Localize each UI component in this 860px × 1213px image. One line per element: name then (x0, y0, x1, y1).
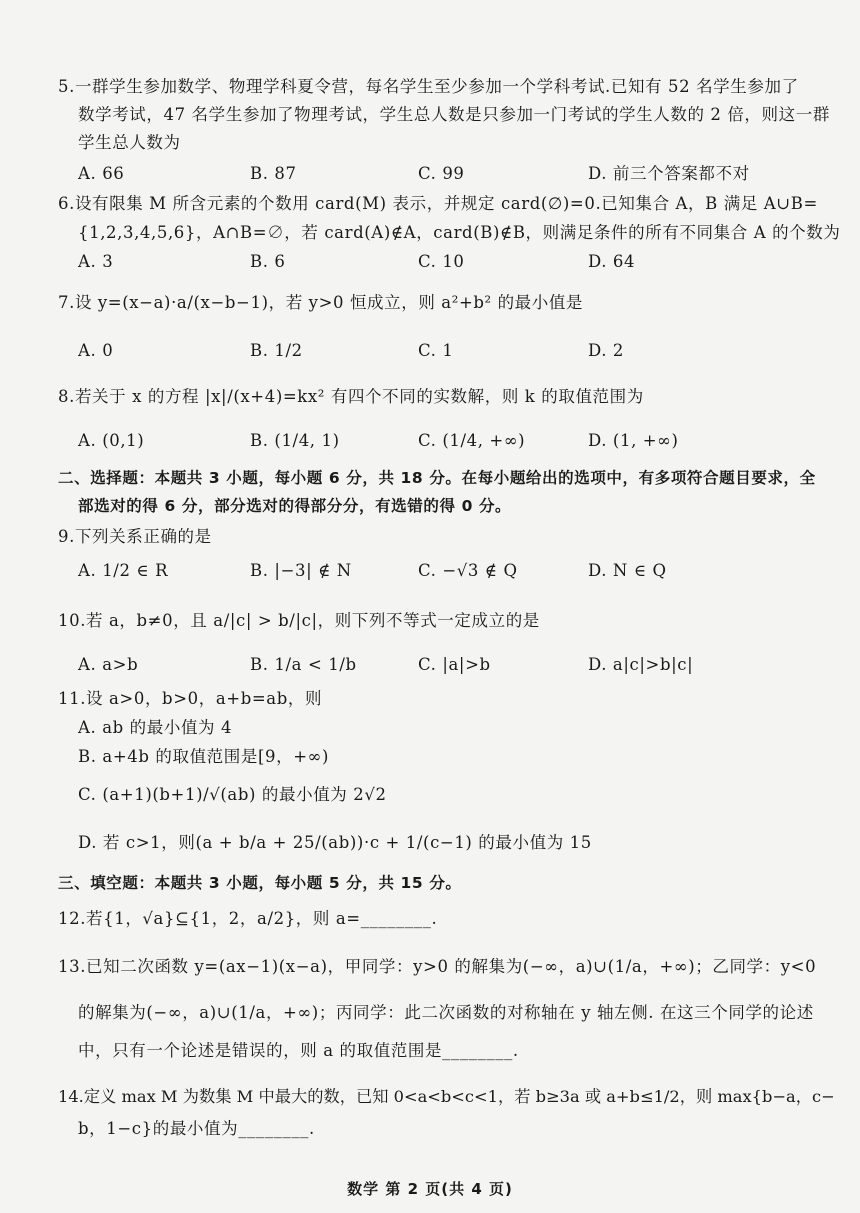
q14-line-2: b，1−c}的最小值为________. (78, 1119, 315, 1138)
q5-option-d: D. 前三个答案都不对 (588, 164, 750, 183)
q5-option-a: A. 66 (78, 164, 125, 183)
q11-option-a: A. ab 的最小值为 4 (78, 718, 233, 737)
q10-stem: 10.若 a，b≠0，且 a/|c| > b/|c|，则下列不等式一定成立的是 (58, 611, 540, 630)
q12-stem: 12.若{1，√a}⊆{1，2，a/2}，则 a=________. (58, 909, 438, 928)
section-3-heading: 三、填空题：本题共 3 小题，每小题 5 分，共 15 分。 (58, 874, 462, 892)
q7-option-d: D. 2 (588, 341, 625, 360)
q13-line-1: 13.已知二次函数 y=(ax−1)(x−a)，甲同学：y>0 的解集为(−∞，a)∪(1/a，+∞)；乙同学：y<0 (58, 957, 817, 976)
q8-option-a: A. (0,1) (78, 431, 145, 450)
q8-option-c: C. (1/4, +∞) (418, 431, 526, 450)
q9-option-c: C. −√3 ∉ Q (418, 561, 518, 580)
q6-option-d: D. 64 (588, 252, 636, 271)
q9-option-a: A. 1/2 ∈ R (78, 561, 169, 580)
section-2-heading: 二、选择题：本题共 3 小题，每小题 6 分，共 18 分。在每小题给出的选项中，有多项符合题目要求，全 (58, 469, 816, 487)
q7-option-b: B. 1/2 (250, 341, 303, 360)
q6-option-b: B. 6 (250, 252, 286, 271)
q11-stem: 11.设 a>0，b>0，a+b=ab，则 (58, 689, 323, 708)
q14-line-1: 14.定义 max M 为数集 M 中最大的数，已知 0<a<b<c<1，若 b≥3a 或 a+b≤1/2，则 max{b−a，c− (58, 1087, 835, 1106)
q10-option-c: C. |a|>b (418, 655, 491, 674)
q10-option-a: A. a>b (78, 655, 139, 674)
q5-option-b: B. 87 (250, 164, 297, 183)
q8-option-b: B. (1/4, 1) (250, 431, 340, 450)
q6-line-1: 6.设有限集 M 所含元素的个数用 card(M) 表示，并规定 card(∅)=0.已知集合 A，B 满足 A∪B= (58, 194, 818, 213)
q5-line-3: 学生总人数为 (78, 133, 181, 152)
q5-line-1: 5.一群学生参加数学、物理学科夏令营，每名学生至少参加一个学科考试.已知有 52 名学生参加了 (58, 77, 799, 96)
q9-option-d: D. N ∈ Q (588, 561, 667, 580)
q10-option-d: D. a|c|>b|c| (588, 655, 694, 674)
q6-option-c: C. 10 (418, 252, 465, 271)
q13-line-2: 的解集为(−∞，a)∪(1/a，+∞)；丙同学：此二次函数的对称轴在 y 轴左侧. 在这三个同学的论述 (78, 1003, 814, 1022)
q8-option-d: D. (1, +∞) (588, 431, 679, 450)
q10-option-b: B. 1/a < 1/b (250, 655, 357, 674)
q9-stem: 9.下列关系正确的是 (58, 527, 212, 546)
q7-option-c: C. 1 (418, 341, 454, 360)
q9-option-b: B. |−3| ∉ N (250, 561, 352, 580)
q7-option-a: A. 0 (78, 341, 114, 360)
q7-stem: 7.设 y=(x−a)·a/(x−b−1)，若 y>0 恒成立，则 a²+b² 的最小值是 (58, 293, 584, 312)
q6-line-2: {1,2,3,4,5,6}，A∩B=∅，若 card(A)∉A，card(B)∉B，则满足条件的所有不同集合 A 的个数为 (78, 223, 841, 242)
q11-option-d: D. 若 c>1，则(a + b/a + 25/(ab))·c + 1/(c−1) 的最小值为 15 (78, 833, 592, 852)
q6-option-a: A. 3 (78, 252, 114, 271)
section-2-heading-cont: 部选对的得 6 分，部分选对的得部分分，有选错的得 0 分。 (78, 497, 512, 515)
q8-stem: 8.若关于 x 的方程 |x|/(x+4)=kx² 有四个不同的实数解，则 k 的取值范围为 (58, 387, 644, 406)
q13-line-3: 中，只有一个论述是错误的，则 a 的取值范围是________. (78, 1041, 519, 1060)
q5-line-2: 数学考试，47 名学生参加了物理考试，学生总人数是只参加一门考试的学生人数的 2 倍，则这一群 (78, 105, 830, 124)
page-footer: 数学 第 2 页(共 4 页) (347, 1180, 513, 1198)
q11-option-b: B. a+4b 的取值范围是[9，+∞) (78, 747, 330, 766)
q11-option-c: C. (a+1)(b+1)/√(ab) 的最小值为 2√2 (78, 785, 387, 804)
q5-option-c: C. 99 (418, 164, 465, 183)
